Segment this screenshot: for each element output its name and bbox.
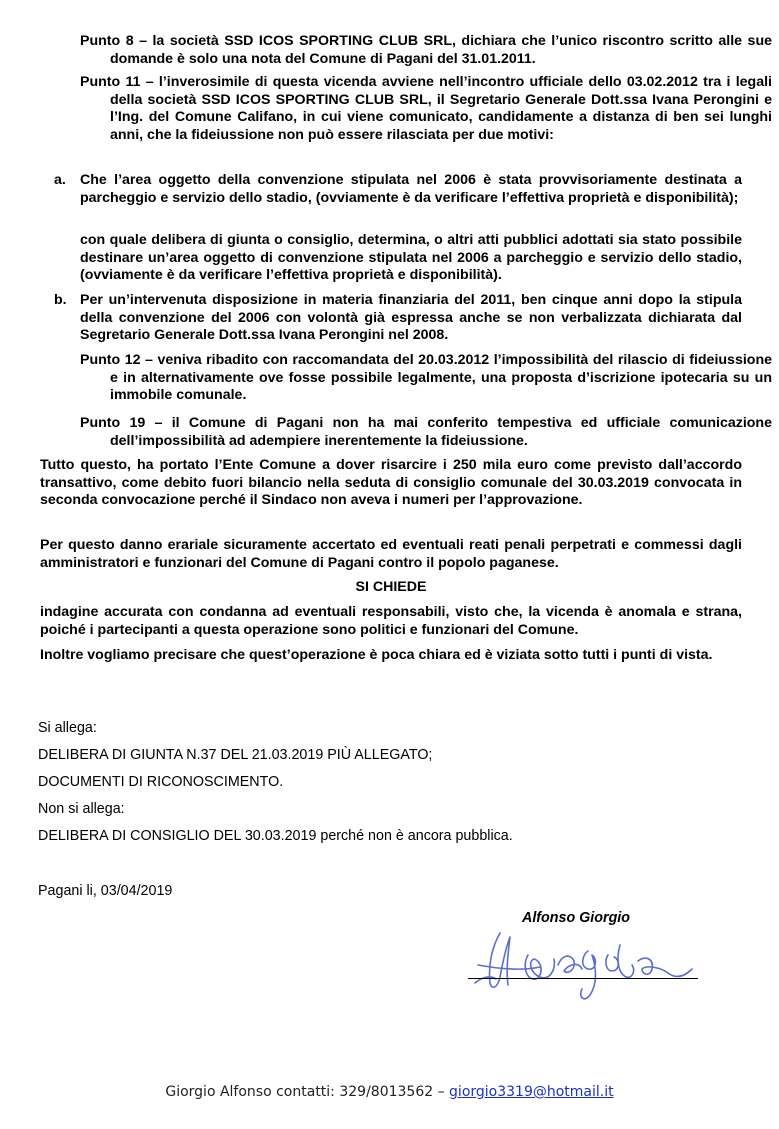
item-a: Che l’area oggetto della convenzione stipulata nel 2006 è stata provvisoriamente destinata a parcheggio e servizio dello stadio, (ovviamente è da verificare l’effettiva proprietà e disponibilità);	[80, 172, 742, 206]
non-allegato-1: DELIBERA DI CONSIGLIO DEL 30.03.2019 perché non è ancora pubblica.	[38, 828, 513, 844]
place-date: Pagani li, 03/04/2019	[38, 883, 173, 899]
allegato-2: DOCUMENTI DI RICONOSCIMENTO.	[38, 774, 284, 790]
paragraph-inoltre: Inoltre vogliamo precisare che quest’operazione è poca chiara ed è viziata sotto tutti i punti di vista.	[40, 647, 713, 663]
punto-8: Punto 8 – la società SSD ICOS SPORTING CLUB SRL, dichiara che l’unico riscontro scritto alle sue domande è solo una nota del Comune di Pagani del 31.01.2011.	[80, 33, 772, 67]
non-si-allega-label: Non si allega:	[38, 801, 125, 817]
signer-name: Alfonso Giorgio	[522, 910, 631, 926]
allegato-1: DELIBERA DI GIUNTA N.37 DEL 21.03.2019 PIÙ ALLEGATO;	[38, 747, 433, 763]
footer-contact-text: Giorgio Alfonso contatti: 329/8013562 –	[165, 1084, 450, 1100]
item-a-continuation: con quale delibera di giunta o consiglio, determina, o altri atti pubblici adottati sia stato possibile destinare un’area oggetto di convenzione stipulata nel 2006 a parcheggio e servizio dello stadio, (ovviamente è da verificare l’effettiva proprietà e disponibilità).	[80, 232, 742, 283]
item-a-label: a.	[54, 172, 66, 188]
si-allega-label: Si allega:	[38, 720, 97, 736]
si-chiede-heading: SI CHIEDE	[355, 579, 427, 595]
footer-contacts	[0, 1084, 779, 1100]
paragraph-tutto-questo: Tutto questo, ha portato l’Ente Comune a dover risarcire i 250 mila euro come previsto dall’accordo transattivo, come debito fuori bilancio nella seduta di consiglio comunale del 30.03.2019 convocata in seconda convocazione perché il Sindaco non aveva i numeri per l’approvazione.	[40, 457, 742, 508]
punto-12: Punto 12 – veniva ribadito con raccomandata del 20.03.2012 l’impossibilità del rilascio di fideiussione e in alternativamente ove fosse possibile legalmente, una proposta d’iscrizione ipotecaria su un immobile comunale.	[80, 352, 772, 403]
paragraph-danno-erariale: Per questo danno erariale sicuramente accertato ed eventuali reati penali perpetrati e commessi dagli amministratori e funzionari del Comune di Pagani contro il popolo paganese.	[40, 537, 742, 571]
punto-19: Punto 19 – il Comune di Pagani non ha mai conferito tempestiva ed ufficiale comunicazione dell’impossibilità ad adempiere inerentemente la fideiussione.	[80, 415, 772, 449]
item-b-label: b.	[54, 292, 67, 308]
signature-line	[468, 978, 698, 979]
paragraph-indagine: indagine accurata con condanna ad eventuali responsabili, visto che, la vicenda è anomala e strana, poiché i partecipanti a questa operazione sono politici e funzionari del Comune.	[40, 604, 742, 638]
item-b: Per un’intervenuta disposizione in materia finanziaria del 2011, ben cinque anni dopo la stipula della convenzione del 2006 con volontà già espressa anche se non verbalizzata dichiarata dal Segretario Generale Dott.ssa Ivana Perongini nel 2008.	[80, 292, 742, 343]
footer-email-link[interactable]: giorgio3319@hotmail.it	[449, 1084, 614, 1100]
handwritten-signature	[470, 925, 700, 1005]
punto-11: Punto 11 – l’inverosimile di questa vicenda avviene nell’incontro ufficiale dello 03.02.2012 tra i legali della società SSD ICOS SPORTING CLUB SRL, il Segretario Generale Dott.ssa Ivana Perongini e l’Ing. del Comune Califano, in cui viene comunicato, candidamente a distanza di ben sei lunghi anni, che la fideiussione non può essere rilasciata per due motivi:	[80, 74, 772, 143]
